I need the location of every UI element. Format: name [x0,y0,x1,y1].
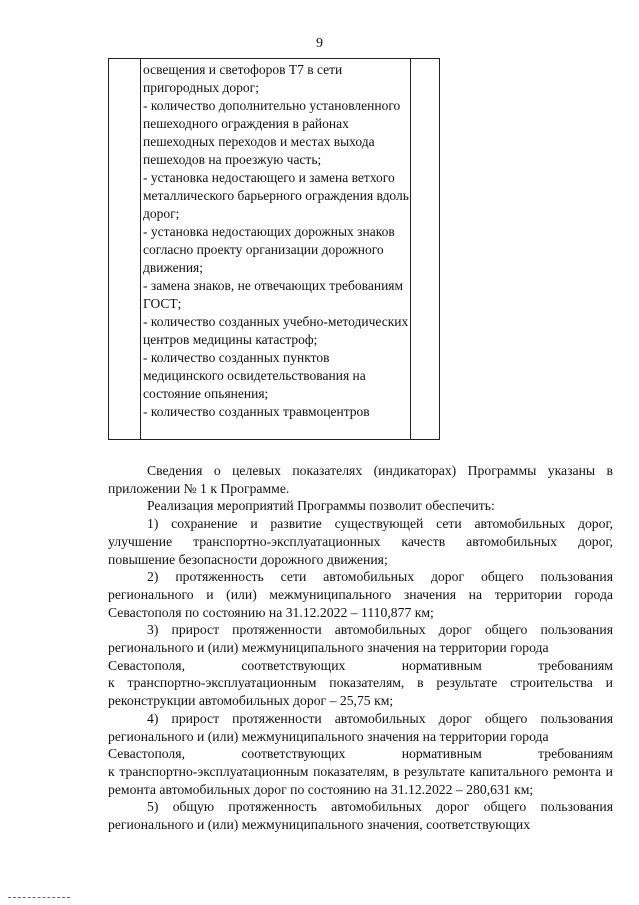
word-normative: нормативным [401,657,482,673]
outcome-item-3-spaced-line [108,657,613,675]
indicator-disaster-medicine-centers: - количество созданных учебно-методических центров медицины катастроф; [143,314,409,347]
word-requirements: требованиям [538,746,613,762]
outcome-item-3-start: 3) прирост протяженности автомобильных дорог общего пользования регионального и (или) межмуниципального значения на территории города [108,622,613,656]
outcome-item-4-start: 4) прирост протяженности автомобильных дорог общего пользования регионального и (или) межмуниципального значения на территории города [108,710,613,744]
outcome-item-4-end: к транспортно-эксплуатационным показателям, в результате капитального ремонта и ремонта автомобильных дорог по состоянию на 31.12.2022 – 280,631 км; [108,763,613,797]
footer-dashed-line [8,897,70,898]
indicator-pedestrian-fencing: - количество дополнительно установленного пешеходного ограждения в районах пешеходных переходов и местах выхода пешеходов на проезжую часть; [143,98,401,167]
outcome-item-3 [108,621,613,710]
word-sevastopol: Севастополя, [108,657,185,673]
table-values-column [411,59,439,439]
implementation-intro-paragraph: Реализация мероприятий Программы позволит обеспечить: [147,498,495,514]
word-requirements: требованиям [538,657,613,673]
indicator-list [143,61,409,421]
table-number-column [109,59,141,439]
indicator-barrier-fencing: - установка недостающего и замена ветхого металлического барьерного ограждения вдоль дорог; [143,170,409,221]
page-number: 9 [316,36,323,51]
targets-info-paragraph: Сведения о целевых показателях (индикаторах) Программы указаны в приложении № 1 к Программе. [108,463,613,496]
table-indicators-column [141,59,411,439]
outcome-item-5: 5) общую протяженность автомобильных дорог общего пользования регионального и (или) межмуниципального значения, соответствующих [108,799,613,833]
outcome-item-3-end: к транспортно-эксплуатационным показателям, в результате строительства и реконструкции автомобильных дорог – 25,75 км; [108,675,613,709]
indicator-medical-examination-points: - количество созданных пунктов медицинского освидетельствования на состояние опьянения; [143,350,366,401]
word-corresponding: соответствующих [241,746,346,762]
indicators-table-continued [108,58,440,440]
indicator-lighting-traffic-lights: освещения и светофоров Т7 в сети пригородных дорог; [143,62,343,95]
outcome-item-4-spaced-line [108,745,613,763]
body-text [108,462,613,834]
indicator-road-signs-installation: - установка недостающих дорожных знаков согласно проекту организации дорожного движения; [143,224,395,275]
word-normative: нормативным [401,746,482,762]
outcome-item-4 [108,710,613,799]
word-corresponding: соответствующих [241,657,346,673]
indicator-signs-replacement: - замена знаков, не отвечающих требованиям ГОСТ; [143,278,404,311]
word-sevastopol: Севастополя, [108,746,185,762]
indicator-trauma-centers: - количество созданных травмоцентров [143,404,370,419]
outcome-item-2: 2) протяженность сети автомобильных дорог общего пользования регионального и (или) межмуниципального значения на территории города Севастополя по состоянию на 31.12.2022 – 1110,877 км; [108,569,613,620]
outcome-item-1: 1) сохранение и развитие существующей сети автомобильных дорог, улучшение транспортно-эксплуатационных качеств автомобильных дорог, повышение безопасности дорожного движения; [108,516,613,567]
